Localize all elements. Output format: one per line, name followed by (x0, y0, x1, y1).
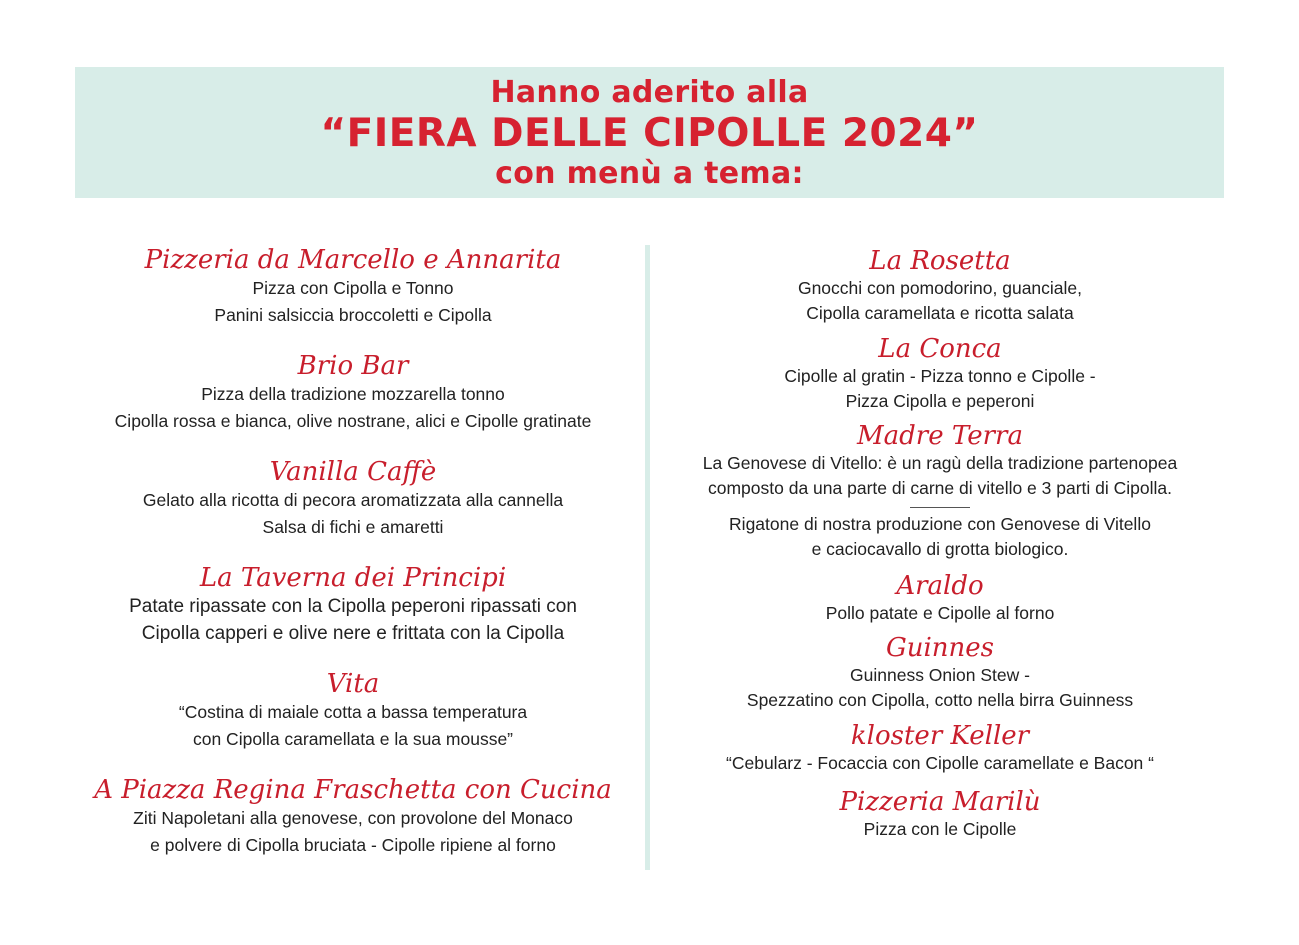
venue-menu-line: Pollo patate e Cipolle al forno (825, 603, 1055, 623)
venue-name: A Piazza Regina Fraschetta con Cucina (94, 775, 612, 805)
venue-block (655, 421, 1225, 562)
venue-menu-line: Pizza Cipolla e peperoni (845, 391, 1035, 411)
venue-name: La Conca (878, 334, 1002, 364)
header-banner (75, 67, 1224, 198)
venue-block (655, 721, 1225, 776)
venue-block (60, 245, 646, 329)
venue-menu-line: Ziti Napoletani alla genovese, con provolone del Monaco (133, 808, 573, 828)
venue-menu-line: La Genovese di Vitello: è un ragù della tradizione partenopea (702, 453, 1178, 473)
venue-menu-line: “Costina di maiale cotta a bassa temperatura (178, 702, 528, 722)
venue-name: La Taverna dei Principi (199, 563, 507, 593)
venue-block (655, 787, 1225, 842)
venue-name: Vanilla Caffè (269, 457, 437, 487)
venue-menu-line: Guinness Onion Stew - (850, 665, 1030, 685)
venue-name: Pizzeria da Marcello e Annarita (144, 245, 562, 275)
venue-menu-line: Cipolle al gratin - Pizza tonno e Cipolle - (784, 366, 1096, 386)
venue-menu-line: Gnocchi con pomodorino, guanciale, (797, 278, 1083, 298)
venue-block (60, 775, 646, 859)
venue-menu-line: Salsa di fichi e amaretti (262, 517, 444, 537)
venue-menu-line: e caciocavallo di grotta biologico. (811, 539, 1069, 559)
venue-menu-line: Patate ripassate con la Cipolla peperoni ripassati con (129, 596, 577, 617)
venue-menu-line: Spezzatino con Cipolla, cotto nella birra Guinness (746, 690, 1134, 710)
venue-block (60, 669, 646, 753)
venue-menu-line: Cipolla capperi e olive nere e frittata con la Cipolla (141, 623, 565, 644)
venue-name: kloster Keller (850, 721, 1030, 751)
venue-name: Araldo (896, 571, 984, 601)
venue-menu-line: Pizza con le Cipolle (863, 819, 1017, 839)
venue-menu-line: Pizza della tradizione mozzarella tonno (201, 384, 505, 404)
venue-menu-line: Cipolla caramellata e ricotta salata (806, 303, 1074, 323)
header-line-1: Hanno aderito alla (490, 75, 809, 110)
venue-menu-line: e polvere di Cipolla bruciata - Cipolle ripiene al forno (150, 835, 556, 855)
venue-block (60, 563, 646, 647)
venue-menu-line: Pizza con Cipolla e Tonno (252, 278, 454, 298)
separator-rule (910, 507, 970, 508)
venue-block (60, 351, 646, 435)
venue-block (655, 633, 1225, 713)
venue-block (655, 571, 1225, 626)
venue-menu-line: Rigatone di nostra produzione con Genovese di Vitello (729, 514, 1151, 534)
header-title: “FIERA DELLE CIPOLLE 2024” (320, 111, 979, 156)
venue-menu-line: “Cebularz - Focaccia con Cipolle caramellate e Bacon “ (726, 753, 1154, 773)
venue-block (655, 334, 1225, 414)
venue-name: La Rosetta (869, 246, 1011, 276)
venue-name: Vita (326, 669, 380, 699)
venue-name: Madre Terra (857, 421, 1023, 451)
venue-block (655, 246, 1225, 326)
venue-block (60, 457, 646, 541)
venue-menu-line: composto da una parte di carne di vitello e 3 parti di Cipolla. (707, 478, 1172, 498)
venue-name: Guinnes (885, 633, 995, 663)
venue-name: Brio Bar (297, 351, 409, 381)
venue-menu-line: Cipolla rossa e bianca, olive nostrane, alici e Cipolle gratinate (114, 411, 592, 431)
venue-menu-line: con Cipolla caramellata e la sua mousse” (192, 729, 514, 749)
venue-menu-line: Gelato alla ricotta di pecora aromatizzata alla cannella (142, 490, 564, 510)
venue-name: Pizzeria Marilù (839, 787, 1041, 817)
header-line-3: con menù a tema: (495, 156, 804, 191)
venue-menu-line: Panini salsiccia broccoletti e Cipolla (214, 305, 492, 325)
